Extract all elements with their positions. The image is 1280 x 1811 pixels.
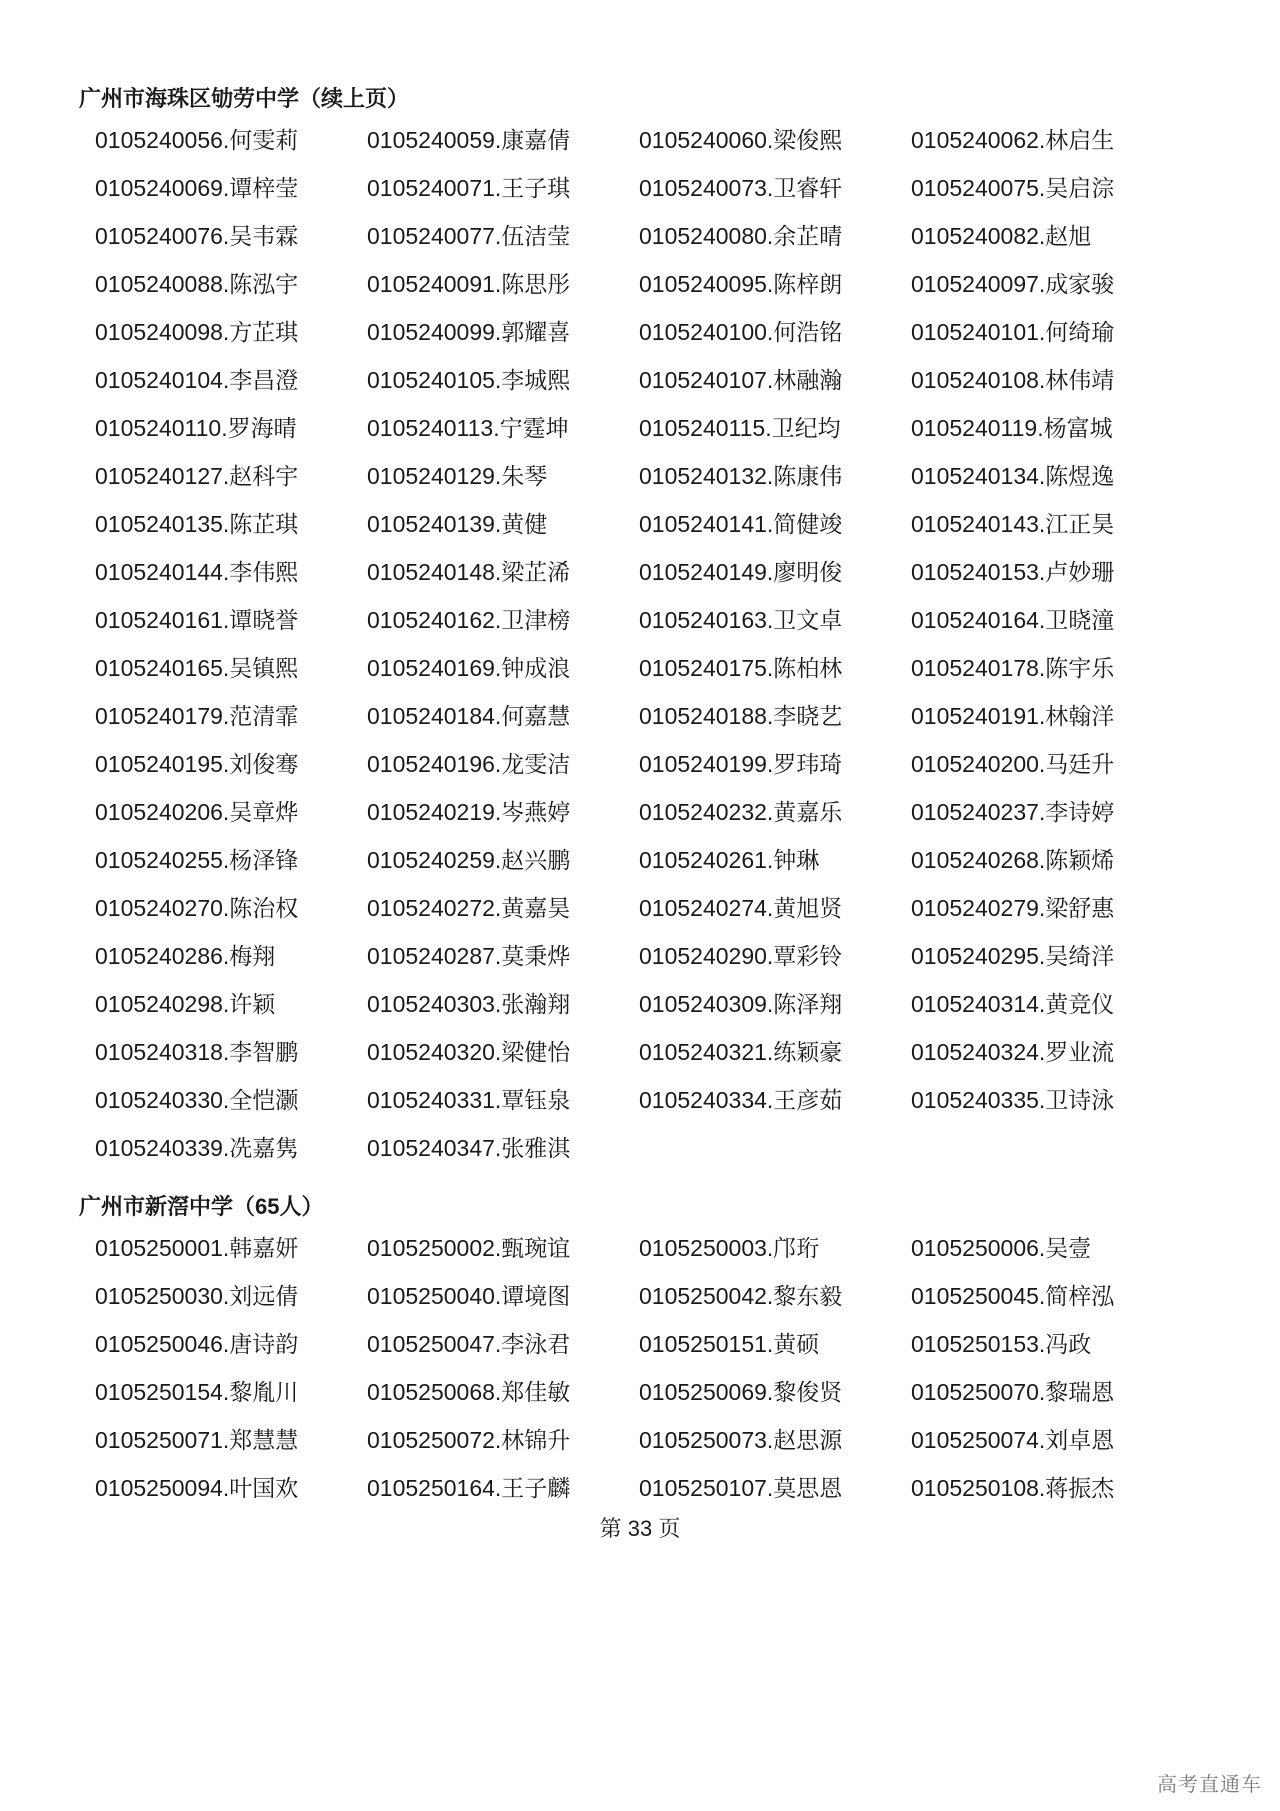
page-number: 第 33 页 — [599, 1516, 681, 1541]
student-entry: 0105240286.梅翔 — [95, 943, 276, 969]
student-entry: 0105250074.刘卓恩 — [911, 1427, 1115, 1453]
student-entry: 0105240195.刘俊骞 — [95, 751, 299, 777]
student-entry: 0105240153.卢妙珊 — [911, 559, 1115, 585]
student-entry: 0105240178.陈宇乐 — [911, 655, 1115, 681]
student-entry: 0105250003.邝珩 — [639, 1235, 820, 1261]
student-entry: 0105240073.卫睿轩 — [639, 175, 843, 201]
student-entry: 0105240347.张雅淇 — [367, 1135, 571, 1161]
student-entry: 0105240261.钟琳 — [639, 847, 820, 873]
student-entry: 0105250071.郑慧慧 — [95, 1427, 299, 1453]
student-entry: 0105240148.梁芷浠 — [367, 559, 571, 585]
student-entry: 0105250047.李泳君 — [367, 1331, 571, 1357]
student-entry: 0105250094.叶国欢 — [95, 1475, 299, 1501]
school-section-haizhu-qulao — [0, 82, 1280, 1172]
student-entry: 0105240143.江正昊 — [911, 511, 1115, 537]
student-entry: 0105240324.罗业流 — [911, 1039, 1115, 1065]
student-entry: 0105240175.陈柏林 — [639, 655, 843, 681]
student-entry: 0105240274.黄旭贤 — [639, 895, 843, 921]
student-entry: 0105240303.张瀚翔 — [367, 991, 571, 1017]
student-entry: 0105240129.朱琴 — [367, 463, 548, 489]
student-entry: 0105240188.李晓艺 — [639, 703, 843, 729]
student-entry: 0105240113.宁霆坤 — [367, 415, 569, 441]
student-entry: 0105240091.陈思彤 — [367, 271, 571, 297]
student-entry: 0105240115.卫纪均 — [639, 415, 841, 441]
student-entry: 0105240255.杨泽锋 — [95, 847, 299, 873]
student-entry: 0105240056.何雯莉 — [95, 127, 299, 153]
student-entry: 0105240132.陈康伟 — [639, 463, 843, 489]
student-entry: 0105240101.何绮瑜 — [911, 319, 1115, 345]
student-entry: 0105250069.黎俊贤 — [639, 1379, 843, 1405]
student-entry: 0105240141.简健竣 — [639, 511, 843, 537]
student-entry: 0105240321.练颖豪 — [639, 1039, 843, 1065]
student-entry: 0105240105.李城熙 — [367, 367, 571, 393]
student-entry: 0105240097.成家骏 — [911, 271, 1115, 297]
watermark-text: 高考直通车 — [1157, 1774, 1262, 1796]
student-entry: 0105240060.梁俊熙 — [639, 127, 843, 153]
student-entry: 0105250045.简梓泓 — [911, 1283, 1115, 1309]
student-entry: 0105250153.冯政 — [911, 1331, 1092, 1357]
student-entry: 0105240082.赵旭 — [911, 223, 1092, 249]
student-entry: 0105250154.黎胤川 — [95, 1379, 299, 1405]
student-entry: 0105240287.莫秉烨 — [367, 943, 571, 969]
student-entry: 0105240144.李伟熙 — [95, 559, 299, 585]
student-entry: 0105240279.梁舒惠 — [911, 895, 1115, 921]
student-entry: 0105240069.谭梓莹 — [95, 175, 299, 201]
student-entry: 0105250151.黄硕 — [639, 1331, 820, 1357]
student-entry: 0105240268.陈颖烯 — [911, 847, 1115, 873]
student-entry: 0105250073.赵思源 — [639, 1427, 843, 1453]
student-entry: 0105240134.陈煜逸 — [911, 463, 1115, 489]
student-entry: 0105250030.刘远倩 — [95, 1283, 299, 1309]
student-entry: 0105240062.林启生 — [911, 127, 1115, 153]
school-section-xinjiao — [0, 1190, 1280, 1512]
student-entry: 0105250107.莫思恩 — [639, 1475, 843, 1501]
student-entry: 0105240080.余芷晴 — [639, 223, 843, 249]
student-entry: 0105240318.李智鹏 — [95, 1039, 299, 1065]
student-entry: 0105240232.黄嘉乐 — [639, 799, 843, 825]
student-entry: 0105240184.何嘉慧 — [367, 703, 571, 729]
student-entry: 0105240290.覃彩铃 — [639, 943, 843, 969]
student-entry: 0105240270.陈治权 — [95, 895, 299, 921]
student-entry: 0105240295.吴绮洋 — [911, 943, 1115, 969]
student-entry: 0105250068.郑佳敏 — [367, 1379, 571, 1405]
student-entry: 0105250040.谭境图 — [367, 1283, 571, 1309]
student-entry: 0105240199.罗玮琦 — [639, 751, 843, 777]
student-entry: 0105240108.林伟靖 — [911, 367, 1115, 393]
student-entry: 0105240059.康嘉倩 — [367, 127, 571, 153]
school-heading: 广州市新滘中学（65人） — [79, 1194, 324, 1219]
student-entry: 0105240077.伍洁莹 — [367, 223, 571, 249]
student-entry: 0105240165.吴镇熙 — [95, 655, 299, 681]
student-entry: 0105240098.方芷琪 — [95, 319, 299, 345]
student-entry: 0105240320.梁健怡 — [367, 1039, 571, 1065]
student-entry: 0105240335.卫诗泳 — [911, 1087, 1115, 1113]
student-list — [0, 1224, 1280, 1512]
student-entry: 0105240169.钟成浪 — [367, 655, 571, 681]
student-entry: 0105250002.甄琬谊 — [367, 1235, 571, 1261]
student-entry: 0105250108.蒋振杰 — [911, 1475, 1115, 1501]
student-entry: 0105240237.李诗婷 — [911, 799, 1115, 825]
student-entry: 0105240331.覃钰泉 — [367, 1087, 571, 1113]
student-entry: 0105250042.黎东毅 — [639, 1283, 843, 1309]
student-entry: 0105250001.韩嘉妍 — [95, 1235, 299, 1261]
student-entry: 0105250072.林锦升 — [367, 1427, 571, 1453]
student-entry: 0105240119.杨富城 — [911, 415, 1113, 441]
student-list — [0, 116, 1280, 1172]
student-entry: 0105240076.吴韦霖 — [95, 223, 299, 249]
student-entry: 0105240071.王子琪 — [367, 175, 571, 201]
student-entry: 0105240099.郭耀喜 — [367, 319, 571, 345]
student-entry: 0105240095.陈梓朗 — [639, 271, 843, 297]
student-entry: 0105240075.吴启淙 — [911, 175, 1115, 201]
student-entry: 0105250006.吴壹 — [911, 1235, 1092, 1261]
student-entry: 0105240139.黄健 — [367, 511, 548, 537]
student-entry: 0105240164.卫晓潼 — [911, 607, 1115, 633]
student-entry: 0105240161.谭晓誉 — [95, 607, 299, 633]
student-entry: 0105240107.林融瀚 — [639, 367, 843, 393]
student-entry: 0105240196.龙雯洁 — [367, 751, 571, 777]
student-entry: 0105240259.赵兴鹏 — [367, 847, 571, 873]
student-entry: 0105240206.吴章烨 — [95, 799, 299, 825]
student-entry: 0105240339.冼嘉隽 — [95, 1135, 299, 1161]
student-entry: 0105240334.王彦茹 — [639, 1087, 843, 1113]
student-entry: 0105240127.赵科宇 — [95, 463, 299, 489]
student-entry: 0105250046.唐诗韵 — [95, 1331, 299, 1357]
student-entry: 0105240298.许颖 — [95, 991, 276, 1017]
student-entry: 0105240135.陈芷琪 — [95, 511, 299, 537]
student-entry: 0105240100.何浩铭 — [639, 319, 843, 345]
student-entry: 0105240200.马廷升 — [911, 751, 1115, 777]
student-entry: 0105240314.黄竞仪 — [911, 991, 1115, 1017]
student-entry: 0105250164.王子麟 — [367, 1475, 571, 1501]
student-entry: 0105240179.范清霏 — [95, 703, 299, 729]
student-entry: 0105240272.黄嘉昊 — [367, 895, 571, 921]
student-entry: 0105240088.陈泓宇 — [95, 271, 299, 297]
student-entry: 0105240191.林翰洋 — [911, 703, 1115, 729]
student-entry: 0105250070.黎瑞恩 — [911, 1379, 1115, 1405]
student-entry: 0105240162.卫津榜 — [367, 607, 571, 633]
student-entry: 0105240309.陈泽翔 — [639, 991, 843, 1017]
school-heading: 广州市海珠区劬劳中学（续上页） — [79, 86, 410, 111]
student-entry: 0105240163.卫文卓 — [639, 607, 843, 633]
student-entry: 0105240219.岑燕婷 — [367, 799, 571, 825]
student-entry: 0105240104.李昌澄 — [95, 367, 299, 393]
student-entry: 0105240330.全恺灏 — [95, 1087, 299, 1113]
student-entry: 0105240110.罗海晴 — [95, 415, 297, 441]
student-entry: 0105240149.廖明俊 — [639, 559, 843, 585]
